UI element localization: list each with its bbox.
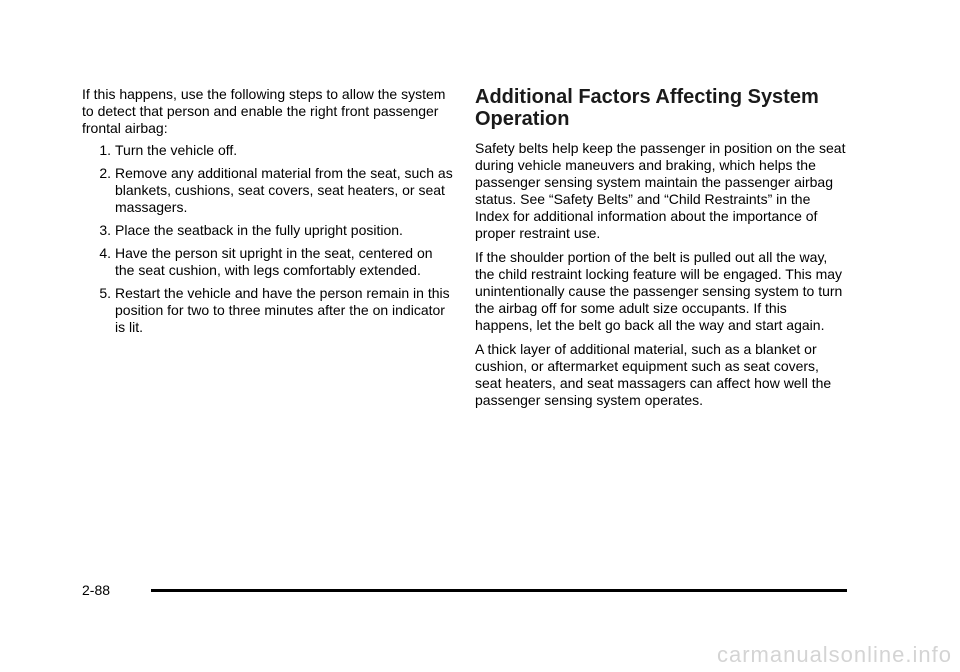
list-item (82, 165, 454, 216)
steps-list (82, 142, 454, 336)
list-item (82, 285, 454, 336)
step-text: Restart the vehicle and have the person remain in this position for two to three minutes after the on indicator is lit. (115, 285, 450, 335)
step-number: 4. (99, 245, 111, 261)
watermark: carmanualsonline.info (716, 642, 952, 667)
body-paragraph: Safety belts help keep the passenger in position on the seat during vehicle maneuvers and braking, which helps the passenger sensing system maintain the passenger airbag status. See “Safety Belts” and “Child Restraints” in the Index for additional information about the importance of proper restraint use. (475, 140, 846, 241)
step-text: Remove any additional material from the seat, such as blankets, cushions, seat covers, seat heaters, or seat massagers. (115, 165, 453, 215)
intro-paragraph: If this happens, use the following steps to allow the system to detect that person and enable the right front passenger frontal airbag: (82, 86, 446, 136)
list-item (82, 245, 454, 279)
list-item (82, 222, 454, 239)
page-number: 2-88 (82, 582, 111, 598)
right-column (475, 86, 847, 416)
step-number: 3. (99, 222, 111, 238)
step-text: Have the person sit upright in the seat, centered on the seat cushion, with legs comfortably extended. (115, 245, 433, 278)
body-paragraph: A thick layer of additional material, such as a blanket or cushion, or aftermarket equipment such as seat covers, seat heaters, and seat massagers can affect how well the passenger sensing system operates. (475, 341, 832, 408)
step-number: 2. (99, 165, 111, 181)
left-column (82, 86, 454, 342)
step-number: 5. (99, 285, 111, 301)
step-text: Turn the vehicle off. (115, 142, 238, 158)
step-text: Place the seatback in the fully upright position. (115, 222, 403, 238)
body-paragraph: If the shoulder portion of the belt is pulled out all the way, the child restraint locking feature will be engaged. This may unintentionally cause the passenger sensing system to turn the airbag off for some adult size occupants. If this happens, let the belt go back all the way and start again. (475, 249, 843, 333)
section-heading: Additional Factors Affecting System Operation (475, 86, 819, 130)
step-number: 1. (99, 142, 111, 158)
footer-divider (151, 589, 847, 592)
list-item (82, 142, 454, 159)
